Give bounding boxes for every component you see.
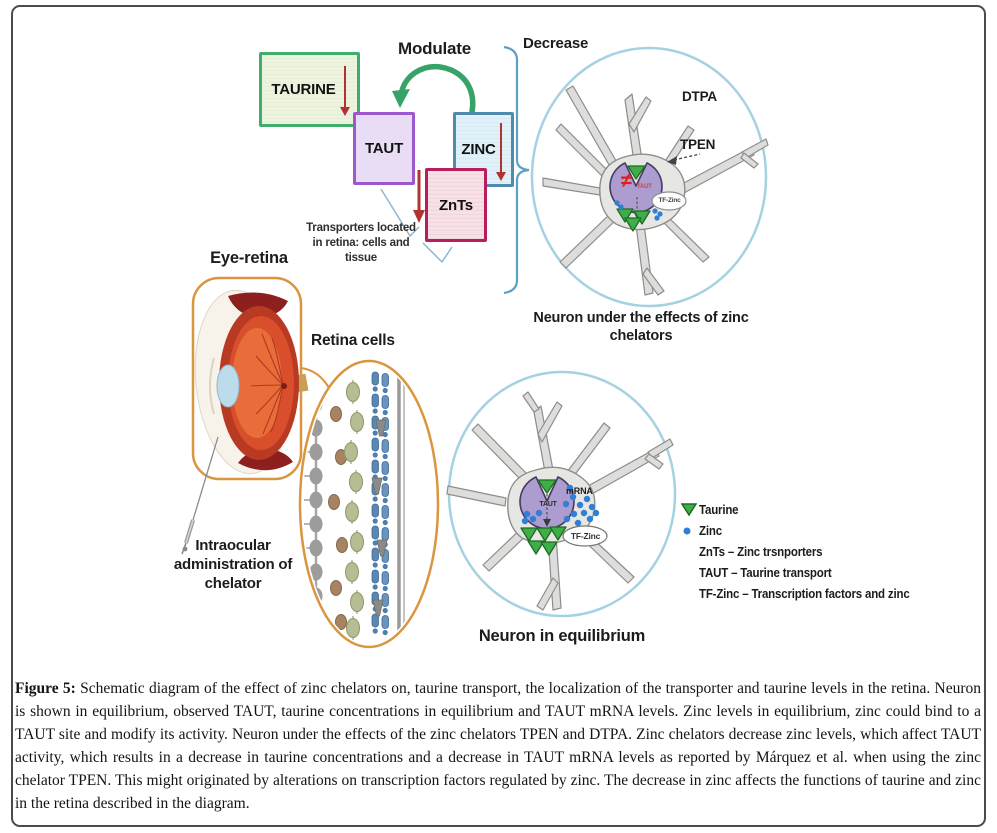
legend	[681, 499, 928, 604]
figure-caption-label: Figure 5:	[15, 680, 76, 697]
taut-small-label-equilibrium: TAUT	[539, 501, 557, 508]
tf-zinc-label-chelator: TF-Zinc	[658, 197, 681, 204]
decrease-label: Decrease	[523, 35, 589, 52]
retina-cells-title: Retina cells	[311, 332, 395, 349]
zinc-dot-icon	[681, 526, 699, 536]
figure-caption	[15, 678, 981, 816]
equilibrium-neuron-caption: Neuron in equilibrium	[478, 627, 646, 645]
legend-row-tf-zinc	[681, 583, 928, 604]
transporters-note: Transporters located in retina: cells and tissue	[306, 222, 416, 265]
taut-box	[353, 112, 415, 185]
legend-taurine-label: Taurine	[699, 502, 739, 517]
legend-zinc-label: Zinc	[699, 523, 722, 538]
tf-zinc-label-equilibrium: TF-Zinc	[570, 531, 601, 541]
mrna-label: mRNA	[566, 486, 593, 496]
legend-row-taurine	[681, 499, 928, 520]
dtpa-label: DTPA	[682, 89, 717, 104]
modulate-arrow	[392, 67, 473, 112]
legend-row-zinc	[681, 520, 928, 541]
taurine-box	[259, 52, 360, 127]
zinc-decrease-arrow-icon	[496, 123, 506, 181]
znts-box-label: ZnTs	[439, 196, 473, 214]
taurine-decrease-arrow-icon	[340, 66, 350, 116]
taurine-triangle-icon	[681, 503, 699, 516]
not-equal-symbol: ≠	[621, 170, 632, 192]
taut-small-label-chelator: TAUT	[637, 184, 652, 190]
zinc-box-label: ZINC	[461, 141, 496, 158]
intraocular-note: Intraocular administration of chelator	[173, 537, 293, 592]
eye-retina-title: Eye-retina	[210, 249, 288, 267]
taut-box-label: TAUT	[364, 140, 404, 157]
legend-taut-label: TAUT – Taurine transport	[699, 565, 832, 580]
legend-row-taut	[681, 562, 928, 583]
modulate-label: Modulate	[398, 39, 472, 58]
chelator-neuron-caption: Neuron under the effects of zinc chelators	[533, 310, 749, 344]
retina-cells-illustration	[300, 360, 438, 648]
tpen-label: TPEN	[680, 137, 716, 152]
legend-row-znts	[681, 541, 928, 562]
legend-znts-label: ZnTs – Zinc trsnporters	[699, 544, 823, 559]
legend-tf-zinc-label: TF-Zinc – Transcription factors and zinc	[699, 586, 910, 601]
taurine-box-label: TAURINE	[271, 81, 336, 98]
figure-caption-text: Schematic diagram of the effect of zinc chelators on, taurine transport, the localization of the transporter and taurine levels in the retina. Neuron is shown in equilibrium, observed TAUT, taurine concentrations in equilibrium and TAUT mRNA levels. Zinc levels in equilibrium, zinc could bind to a TAUT site and modify its activity. Neuron under the effects of the zinc chelators TPEN and DTPA. Zinc chelators decrease zinc levels, which affect TAUT activity, which results in a decrease in taurine concentrations and a decrease in TAUT mRNA levels as reported by Márquez et al. when using the zinc chelator TPEN. This might originated by alterations on transcription factors regulated by zinc. The decrease in zinc affects the functions of taurine and zinc in the retina described in the diagram.	[15, 680, 981, 812]
znts-box	[425, 168, 487, 242]
